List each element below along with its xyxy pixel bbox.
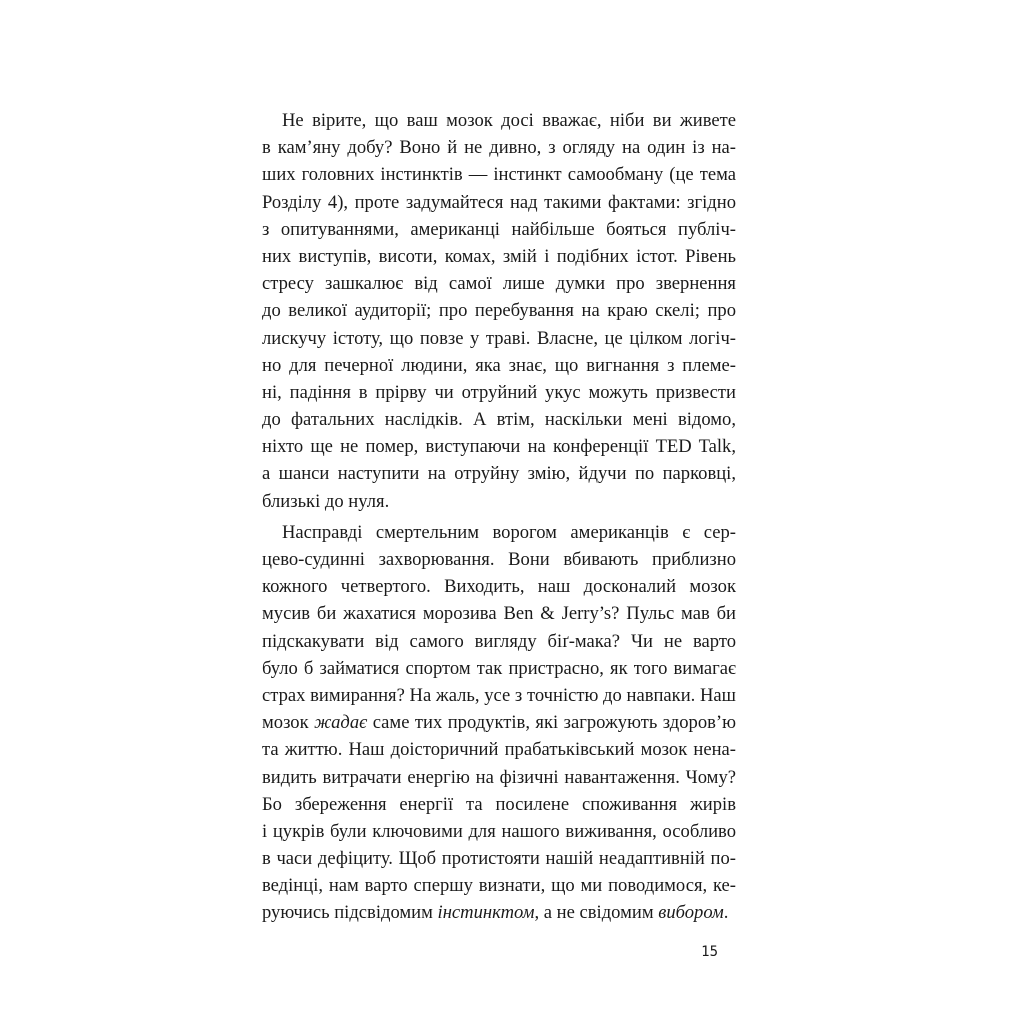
text-line [262,216,736,243]
text-line [262,764,736,791]
text-segment: лискучу істоту, що повзе у траві. Власне, це цілком логіч- [262,327,736,349]
text-segment: в кам’яну добу? Воно й не дивно, з огляду на один із на- [262,137,736,159]
text-segment: мозок [262,712,315,734]
text-line [262,379,736,406]
body-text [262,107,736,927]
text-segment: Насправді смертельним ворогом американців є сер- [282,521,736,543]
text-line [262,519,736,546]
text-segment: а шанси наступити на отруйну змію, йдучи по парковці, [262,463,736,485]
text-segment: ніхто ще не помер, виступаючи на конференції TED Talk, [262,436,736,458]
text-segment: страх вимирання? На жаль, усе з точністю до навпаки. Наш [262,684,736,706]
text-segment: кожного четвертого. Виходить, наш досконалий мозок [262,576,736,598]
text-segment: , а не свідомим [534,902,659,924]
text-segment: них виступів, висоти, комах, змій і подібних істот. Рівень [262,245,736,267]
paragraph [262,107,736,515]
italic-text: вибором [658,902,724,924]
text-line [262,460,736,487]
text-segment: но для печерної людини, яка знає, що вигнання з племе- [262,354,736,376]
text-segment: руючись підсвідомим [262,902,438,924]
text-segment: . [723,902,729,924]
text-line [262,352,736,379]
text-segment: мусив би жахатися морозива Ben & Jerry’s? Пульс мав би [262,603,736,625]
text-line [262,546,736,573]
italic-text: інстинктом [437,902,535,924]
text-line [262,243,736,270]
text-segment: ведінці, нам варто спершу визнати, що ми поводимося, ке- [262,875,736,897]
text-segment: до великої аудиторії; про перебування на краю скелі; про [262,300,736,322]
text-line [262,189,736,216]
text-segment: ні, падіння в прірву чи отруйний укус можуть призвести [262,381,736,403]
text-line [262,682,736,709]
text-segment: Розділу 4), проте задумайтеся над такими фактами: згідно [262,191,736,213]
text-segment: підскакувати від самого вигляду біґ-мака? Чи не варто [262,630,736,652]
text-segment: ших головних інстинктів — інстинкт самообману (це тема [262,164,736,186]
text-line [262,134,736,161]
text-segment: до фатальних наслідків. А втім, наскільки мені відомо, [262,409,736,431]
text-line [262,573,736,600]
text-segment: видить витрачати енергію на фізичні навантаження. Чому? [262,766,736,788]
text-segment: стресу зашкалює від самої лише думки про звернення [262,273,736,295]
text-segment: Бо збереження енергії та посилене споживання жирів [262,793,736,815]
text-segment: близькі до нуля. [262,490,390,512]
text-line [262,628,736,655]
text-segment: з опитуваннями, американці найбільше бояться публіч- [262,218,736,240]
paragraph [262,519,736,927]
text-line [262,818,736,845]
text-line [262,107,736,134]
text-line [262,325,736,352]
text-line [262,600,736,627]
text-line [262,297,736,324]
text-line [262,406,736,433]
italic-text: жадає [314,712,368,734]
text-segment: Не вірите, що ваш мозок досі вважає, ніби ви живете [282,110,736,131]
text-line [262,488,736,515]
text-segment: саме тих продуктів, які загрожують здоров’ю [367,712,737,734]
text-line [262,791,736,818]
text-line [262,872,736,899]
text-line [262,709,736,736]
text-line [262,736,736,763]
text-line [262,845,736,872]
page-number: 15 [701,944,718,960]
text-segment: було б займатися спортом так пристрасно, як того вимагає [262,657,736,679]
text-line [262,899,736,926]
text-line [262,655,736,682]
text-line [262,161,736,188]
text-segment: цево-судинні захворювання. Вони вбивають приблизно [262,549,736,570]
text-segment: і цукрів були ключовими для нашого виживання, особливо [262,820,736,842]
text-line [262,270,736,297]
text-segment: в часи дефіциту. Щоб протистояти нашій неадаптивній по- [262,848,736,870]
text-segment: та життю. Наш доісторичний прабатьківський мозок нена- [262,739,736,761]
text-line [262,433,736,460]
